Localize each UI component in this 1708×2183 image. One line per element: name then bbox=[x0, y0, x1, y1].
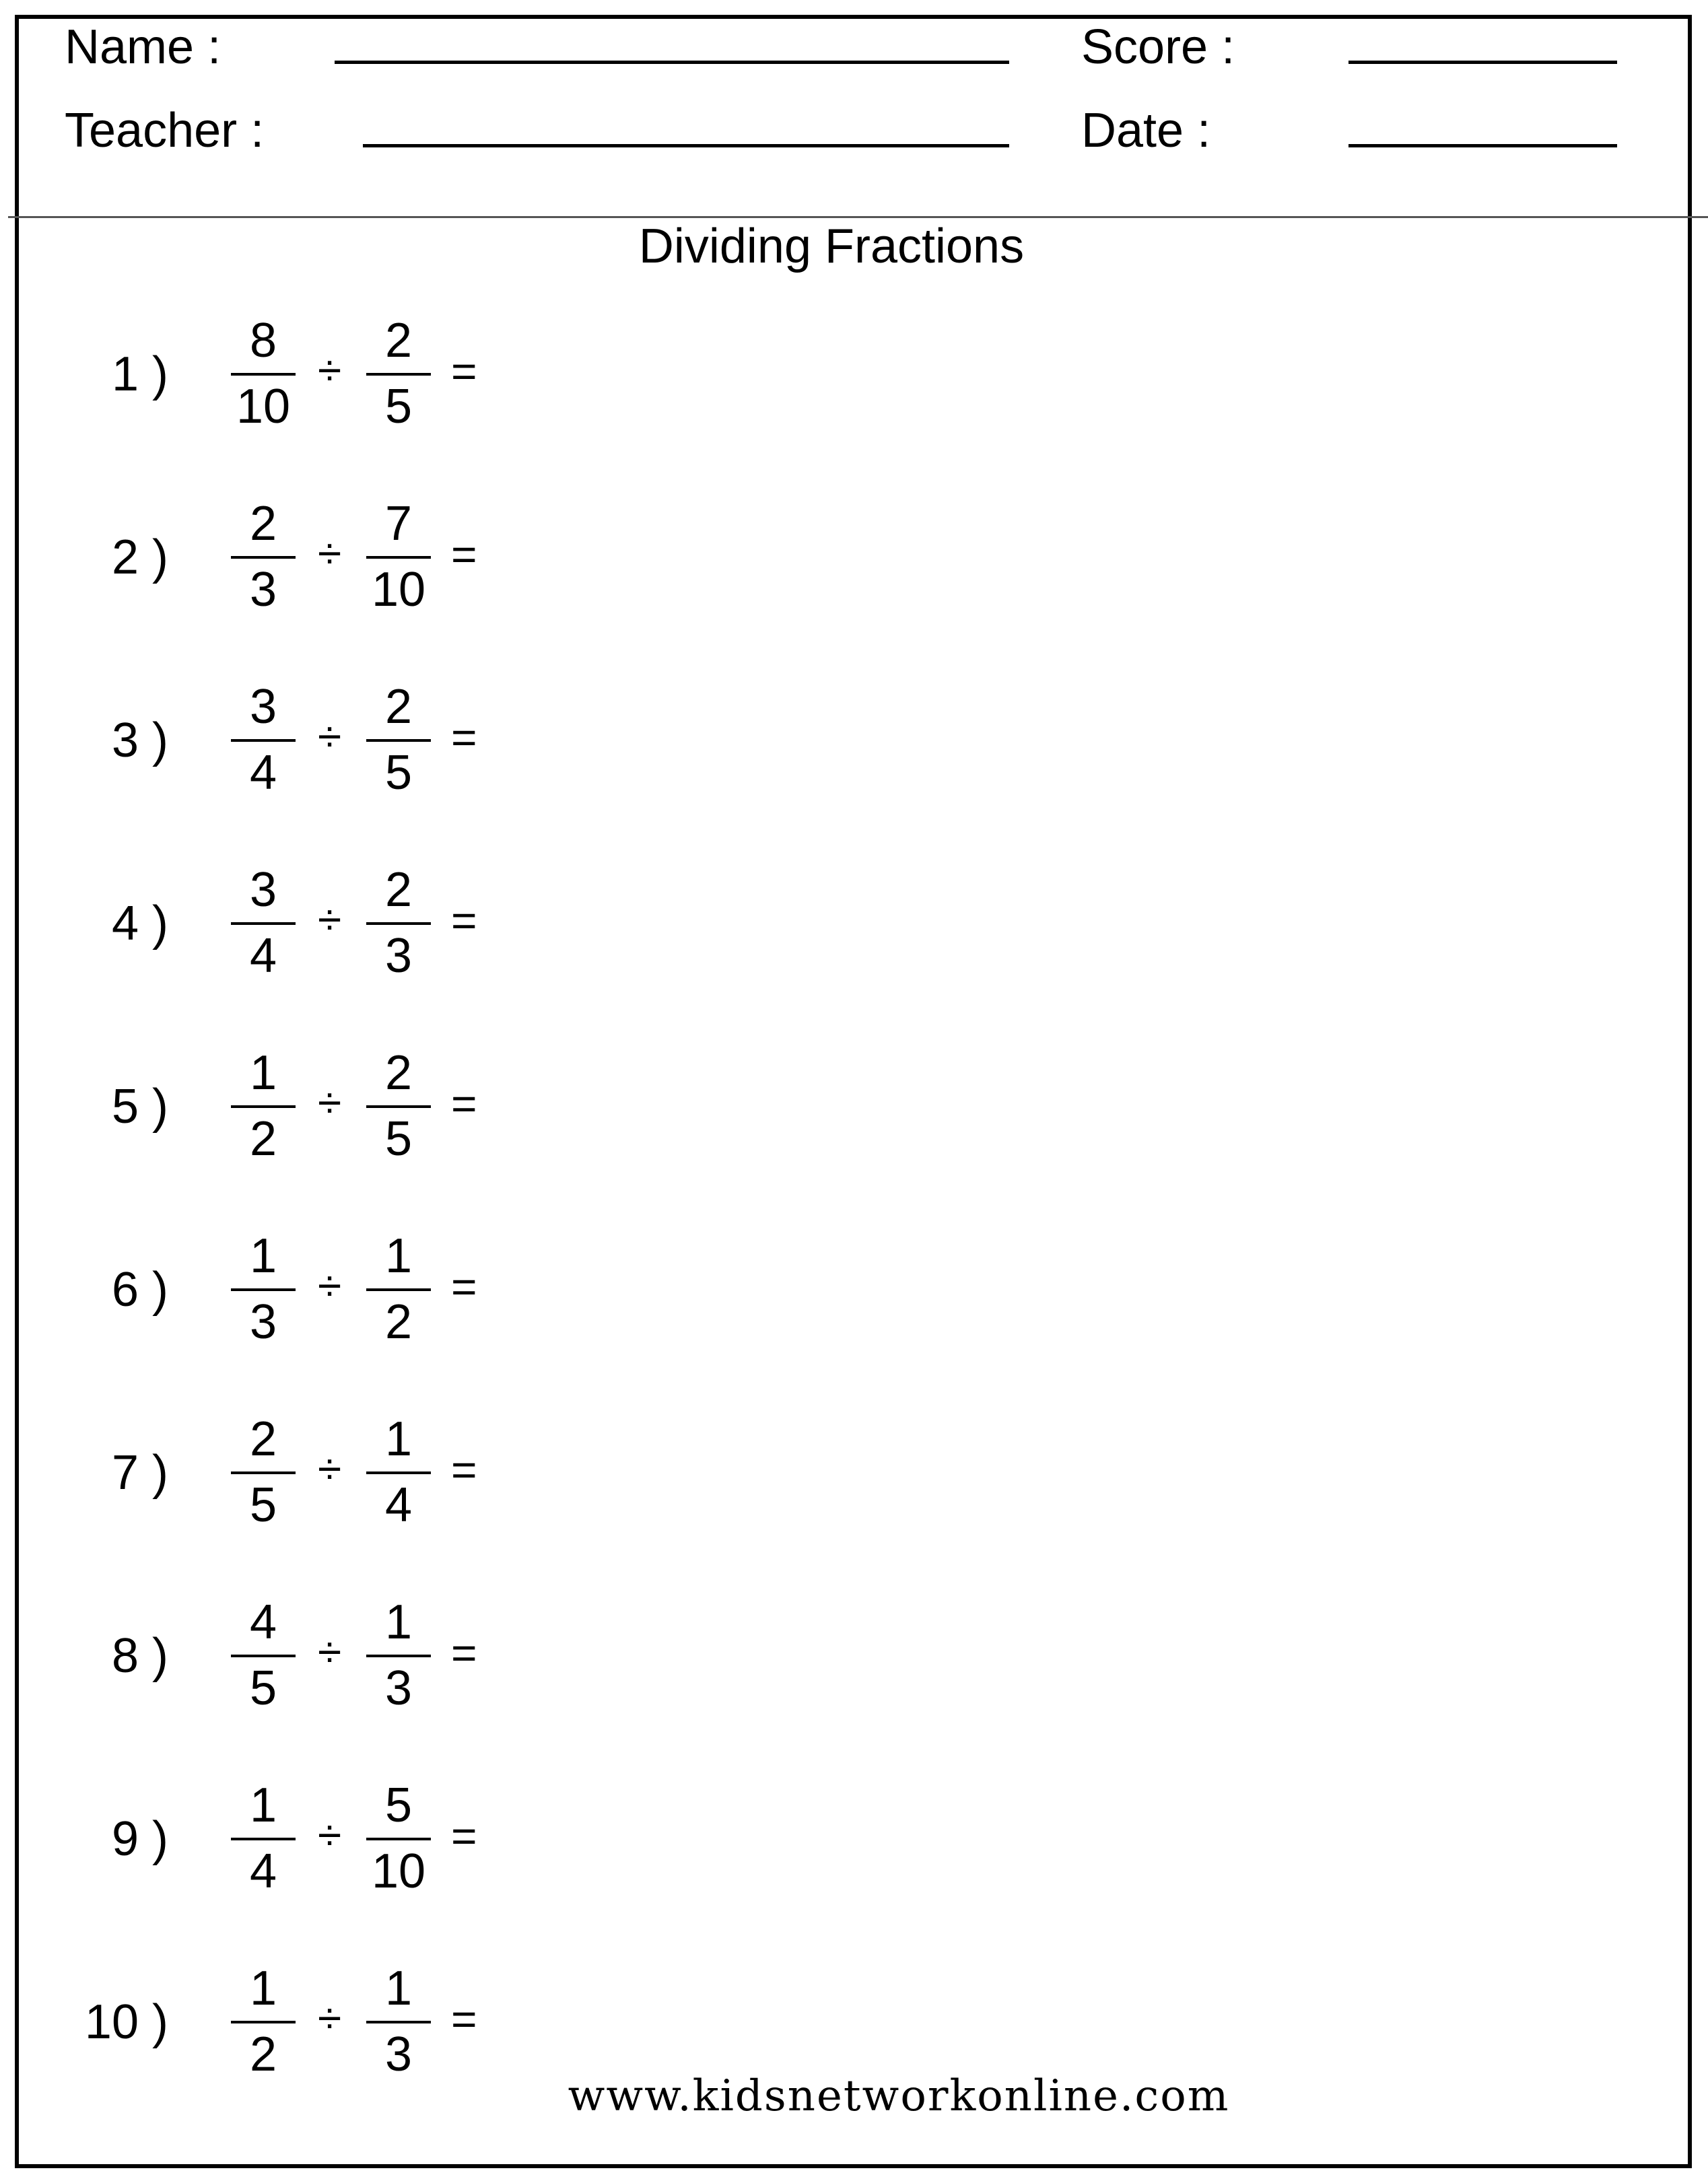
date-label: Date : bbox=[1081, 104, 1211, 158]
problem-row bbox=[0, 680, 606, 817]
equals-sign: = bbox=[451, 1261, 477, 1311]
problem-row bbox=[0, 863, 606, 1000]
numerator: 4 bbox=[249, 1595, 277, 1649]
name-field[interactable] bbox=[335, 61, 1009, 64]
divide-sign: ÷ bbox=[318, 712, 342, 761]
footer-url: www.kidsnetworkonline.com bbox=[568, 2071, 1230, 2121]
denominator: 5 bbox=[384, 746, 413, 800]
denominator: 5 bbox=[384, 1112, 413, 1166]
denominator: 10 bbox=[371, 563, 426, 617]
divide-sign: ÷ bbox=[318, 895, 342, 944]
problem-number: 8 ) bbox=[111, 1629, 168, 1683]
divide-sign: ÷ bbox=[318, 1994, 342, 2042]
numerator: 2 bbox=[249, 497, 277, 551]
denominator: 3 bbox=[249, 563, 277, 617]
fraction-divisor bbox=[366, 1412, 431, 1550]
denominator: 5 bbox=[249, 1478, 277, 1532]
equals-sign: = bbox=[451, 1078, 477, 1128]
problem-number: 1 ) bbox=[111, 347, 168, 401]
problem-number: 9 ) bbox=[111, 1812, 168, 1866]
problem-row bbox=[0, 1595, 606, 1733]
teacher-field[interactable] bbox=[363, 144, 1009, 147]
fraction-divisor bbox=[366, 680, 431, 817]
fraction-dividend bbox=[231, 1046, 296, 1183]
numerator: 3 bbox=[249, 863, 277, 917]
fraction-dividend bbox=[231, 680, 296, 817]
teacher-label: Teacher : bbox=[65, 104, 265, 158]
numerator: 1 bbox=[384, 1412, 413, 1466]
fraction-divisor bbox=[366, 499, 431, 634]
numerator: 1 bbox=[249, 1778, 277, 1832]
fraction-dividend bbox=[231, 1778, 296, 1916]
fraction-dividend bbox=[231, 1229, 296, 1366]
fraction-bar bbox=[366, 739, 431, 742]
score-field[interactable] bbox=[1348, 61, 1617, 64]
denominator: 2 bbox=[249, 2028, 277, 2081]
numerator: 1 bbox=[384, 1962, 413, 2015]
denominator: 4 bbox=[384, 1478, 413, 1532]
problem-number: 6 ) bbox=[111, 1263, 168, 1317]
fraction-bar bbox=[366, 1471, 431, 1474]
fraction-bar bbox=[231, 1288, 296, 1291]
divide-sign: ÷ bbox=[318, 1445, 342, 1493]
fraction-bar bbox=[231, 2021, 296, 2023]
problem-number: 2 ) bbox=[111, 530, 168, 584]
fraction-bar bbox=[366, 922, 431, 925]
fraction-bar bbox=[231, 373, 296, 376]
equals-sign: = bbox=[451, 895, 477, 945]
denominator: 5 bbox=[384, 380, 413, 434]
equals-sign: = bbox=[451, 1994, 477, 2044]
problem-row bbox=[0, 1412, 606, 1550]
numerator: 1 bbox=[249, 1962, 277, 2015]
fraction-bar bbox=[231, 1471, 296, 1474]
score-label: Score : bbox=[1081, 20, 1235, 74]
denominator: 10 bbox=[371, 1844, 426, 1898]
denominator: 3 bbox=[384, 1661, 413, 1715]
divide-sign: ÷ bbox=[318, 1261, 342, 1310]
denominator: 3 bbox=[384, 2028, 413, 2081]
problem-row bbox=[0, 1229, 606, 1366]
denominator: 3 bbox=[249, 1295, 277, 1349]
denominator: 10 bbox=[236, 380, 291, 434]
denominator: 2 bbox=[384, 1295, 413, 1349]
numerator: 1 bbox=[249, 1046, 277, 1100]
fraction-bar bbox=[366, 556, 431, 559]
numerator: 7 bbox=[384, 497, 413, 551]
problem-row bbox=[0, 1778, 606, 1916]
equals-sign: = bbox=[451, 712, 477, 762]
fraction-divisor bbox=[366, 1046, 431, 1183]
numerator: 1 bbox=[384, 1595, 413, 1649]
equals-sign: = bbox=[451, 1811, 477, 1861]
problem-number: 3 ) bbox=[111, 714, 168, 767]
fraction-bar bbox=[231, 1105, 296, 1108]
problem-number: 5 ) bbox=[111, 1080, 168, 1134]
divide-sign: ÷ bbox=[318, 1078, 342, 1127]
fraction-bar bbox=[366, 1838, 431, 1840]
problem-row bbox=[0, 316, 606, 451]
numerator: 2 bbox=[384, 314, 413, 368]
numerator: 3 bbox=[249, 680, 277, 734]
fraction-divisor bbox=[366, 316, 431, 451]
numerator: 2 bbox=[384, 680, 413, 734]
denominator: 5 bbox=[249, 1661, 277, 1715]
problem-row bbox=[0, 1046, 606, 1183]
fraction-dividend bbox=[231, 863, 296, 1000]
problem-number: 7 ) bbox=[111, 1446, 168, 1500]
fraction-dividend bbox=[231, 316, 296, 451]
denominator: 2 bbox=[249, 1112, 277, 1166]
numerator: 1 bbox=[249, 1229, 277, 1283]
page-title: Dividing Fractions bbox=[638, 219, 1025, 273]
fraction-divisor bbox=[366, 1778, 431, 1916]
fraction-bar bbox=[231, 1838, 296, 1840]
fraction-bar bbox=[231, 556, 296, 559]
problem-number: 10 ) bbox=[84, 1995, 168, 2049]
equals-sign: = bbox=[451, 1445, 477, 1494]
fraction-bar bbox=[366, 2021, 431, 2023]
fraction-bar bbox=[231, 922, 296, 925]
fraction-divisor bbox=[366, 1229, 431, 1366]
numerator: 2 bbox=[384, 863, 413, 917]
equals-sign: = bbox=[451, 346, 477, 396]
denominator: 4 bbox=[249, 746, 277, 800]
divide-sign: ÷ bbox=[318, 1811, 342, 1859]
divide-sign: ÷ bbox=[318, 346, 342, 394]
divide-sign: ÷ bbox=[318, 529, 342, 578]
denominator: 3 bbox=[384, 929, 413, 983]
fraction-bar bbox=[366, 1105, 431, 1108]
numerator: 2 bbox=[249, 1412, 277, 1466]
fraction-bar bbox=[366, 373, 431, 376]
numerator: 8 bbox=[249, 314, 277, 368]
fraction-dividend bbox=[231, 499, 296, 634]
date-field[interactable] bbox=[1348, 144, 1617, 147]
numerator: 5 bbox=[384, 1778, 413, 1832]
header-divider bbox=[8, 216, 1708, 218]
fraction-divisor bbox=[366, 1595, 431, 1733]
fraction-dividend bbox=[231, 1595, 296, 1733]
divide-sign: ÷ bbox=[318, 1628, 342, 1676]
equals-sign: = bbox=[451, 529, 477, 579]
fraction-bar bbox=[231, 1655, 296, 1657]
name-label: Name : bbox=[65, 20, 221, 74]
fraction-bar bbox=[231, 739, 296, 742]
numerator: 2 bbox=[384, 1046, 413, 1100]
denominator: 4 bbox=[249, 929, 277, 983]
fraction-bar bbox=[366, 1288, 431, 1291]
denominator: 4 bbox=[249, 1844, 277, 1898]
fraction-divisor bbox=[366, 863, 431, 1000]
equals-sign: = bbox=[451, 1628, 477, 1677]
numerator: 1 bbox=[384, 1229, 413, 1283]
fraction-bar bbox=[366, 1655, 431, 1657]
problem-number: 4 ) bbox=[111, 897, 168, 950]
problem-row bbox=[0, 499, 606, 634]
fraction-dividend bbox=[231, 1412, 296, 1550]
